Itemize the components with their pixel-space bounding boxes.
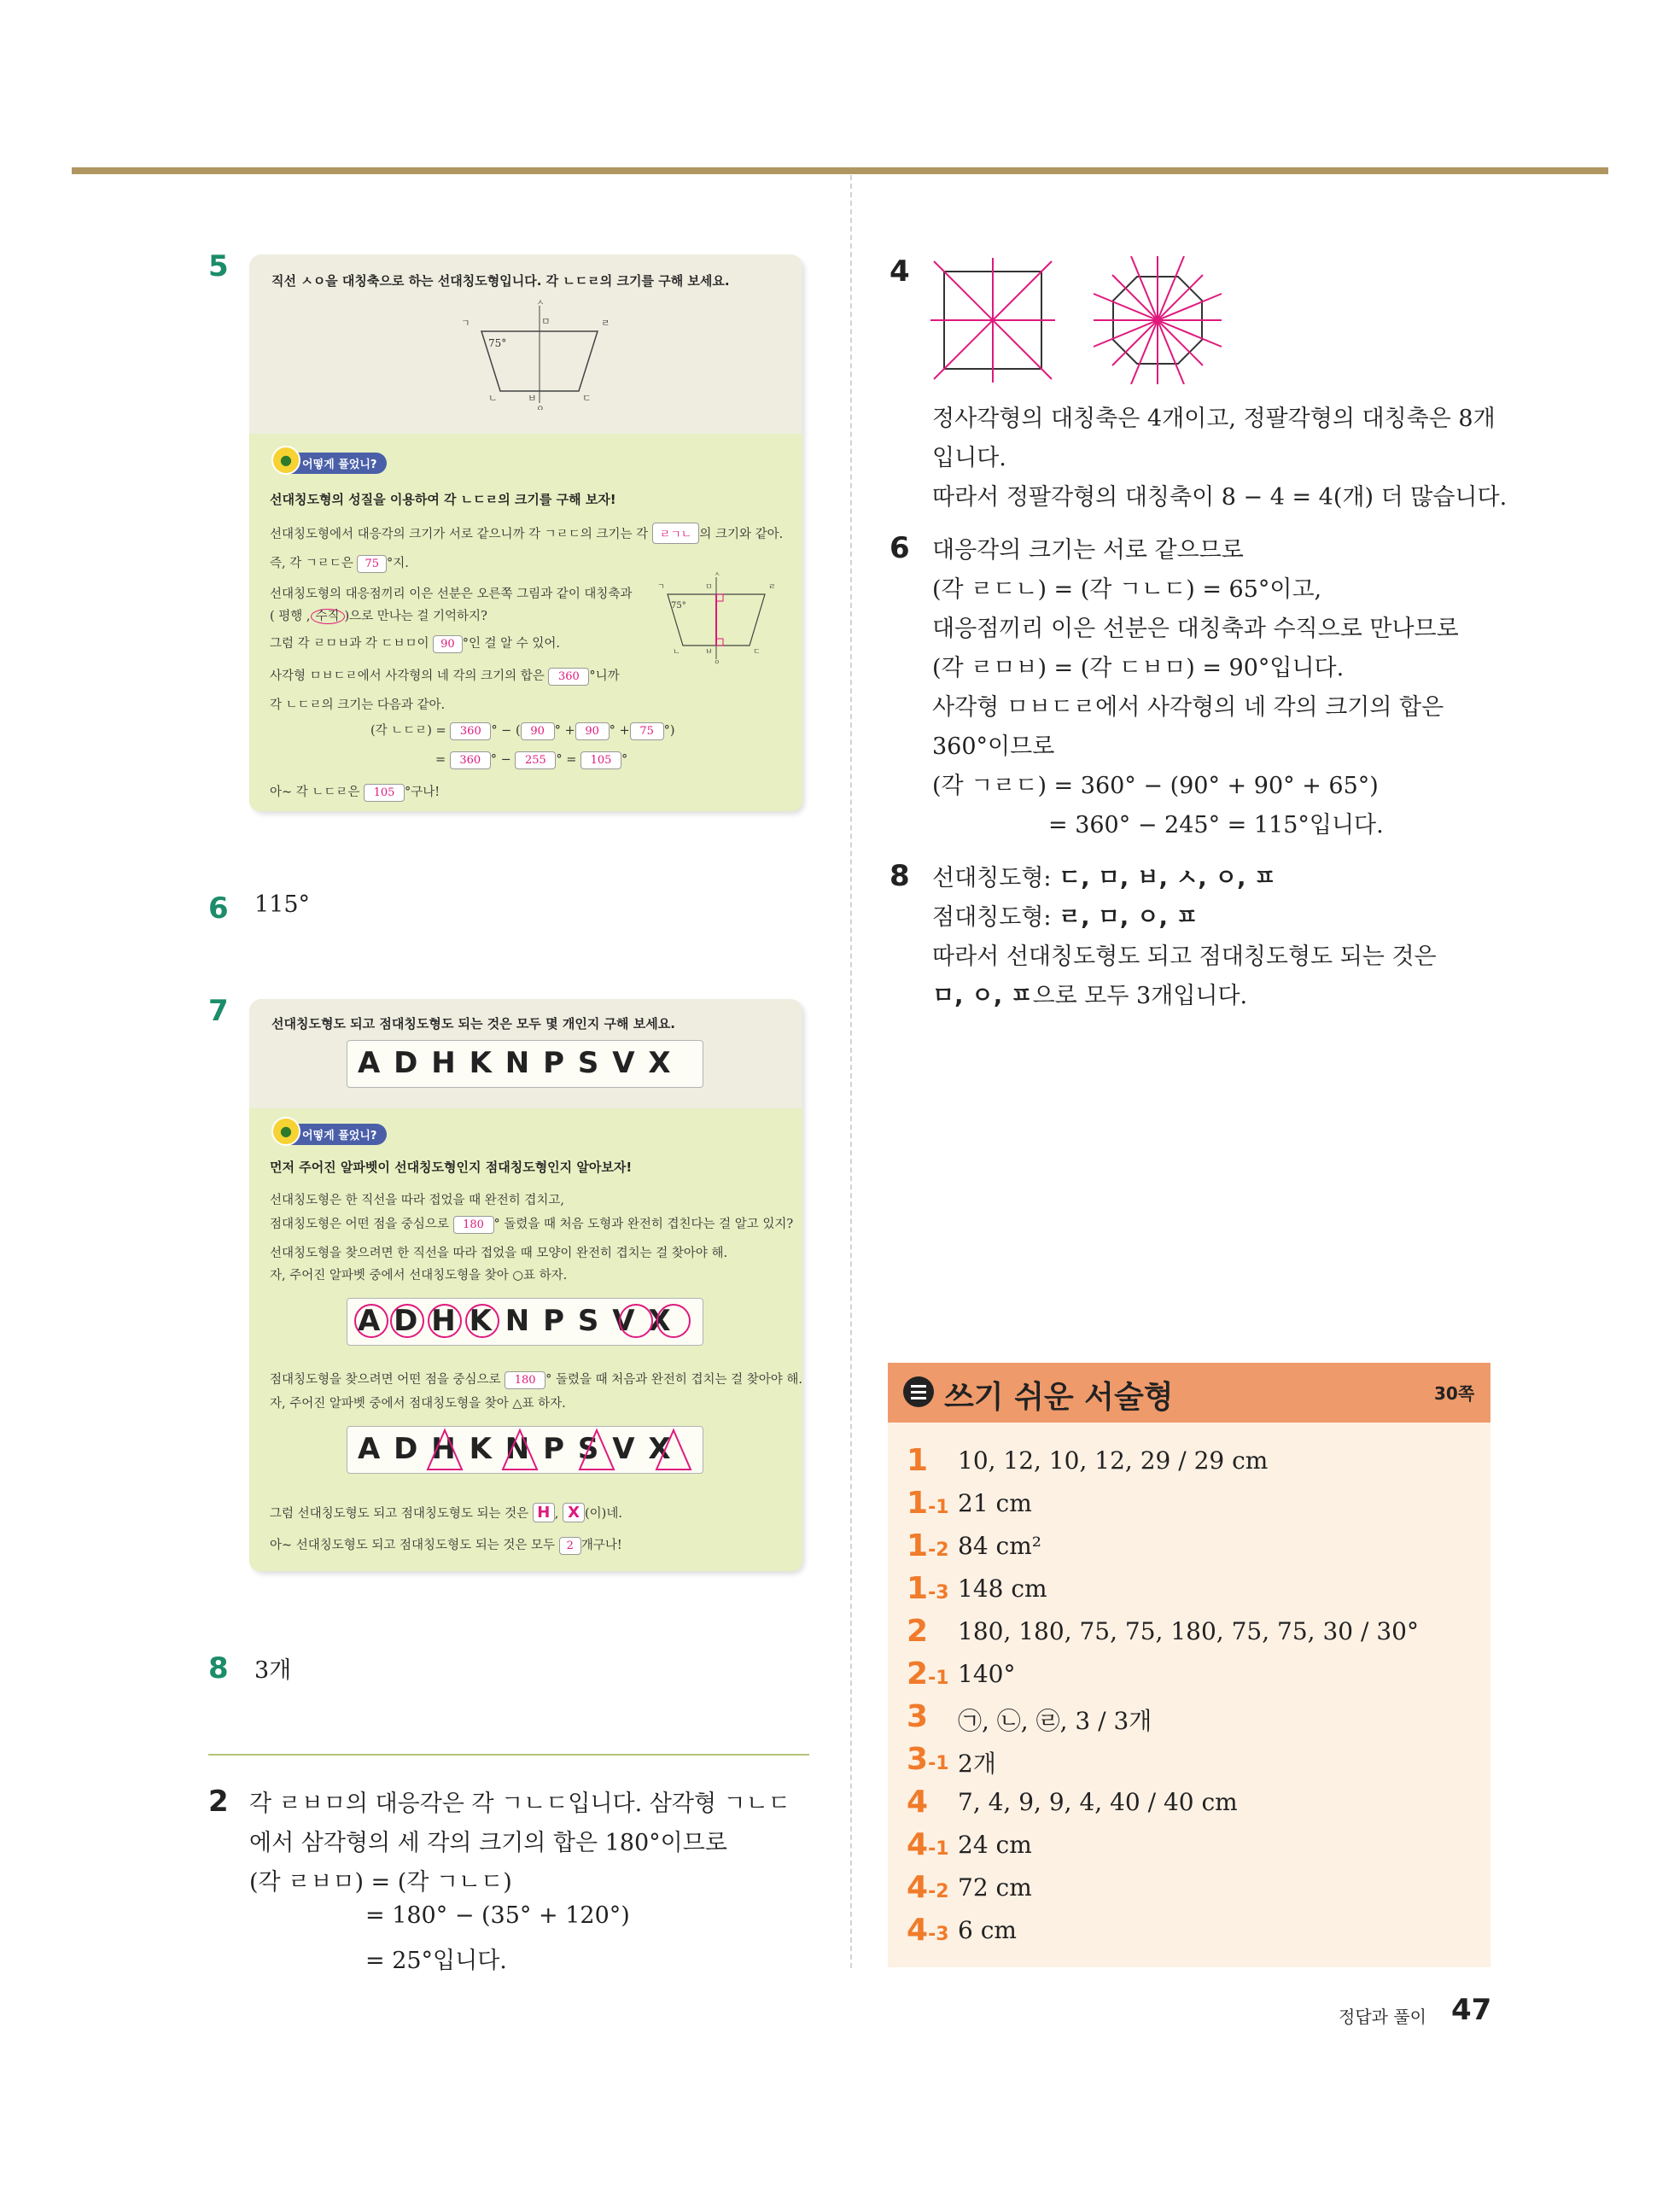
question-number: 4: [890, 254, 910, 289]
equation-line: = 360 ° − 255 ° = 105 °: [435, 751, 627, 769]
alphabet-box-circled: [347, 1298, 703, 1346]
triangle-marks: [347, 1427, 704, 1475]
solution-line: 자, 주어진 알파벳 중에서 점대칭도형을 찾아 △표 하자.: [270, 1397, 566, 1411]
alphabet-box-triangled: [347, 1426, 703, 1474]
solution-line: 에서 삼각형의 세 각의 크기의 합은 180°이므로: [249, 1830, 727, 1856]
letter: P: [543, 1304, 566, 1338]
letter: A: [358, 1432, 382, 1466]
letter: P: [543, 1046, 566, 1080]
circle-mark: [619, 1304, 653, 1338]
q5-problem-box: [249, 254, 802, 811]
answer-blank: 180: [505, 1371, 545, 1389]
vertex-label: ㅁ: [541, 316, 551, 327]
list-item: 4-3: [907, 1913, 949, 1948]
solution-heading: 먼저 주어진 알파벳이 선대칭도형인지 점대칭도형인지 알아보자!: [270, 1160, 633, 1175]
letter: K: [469, 1046, 493, 1080]
answer-text: 148 cm: [958, 1575, 1047, 1603]
answer-text: 10, 12, 10, 12, 29 / 29 cm: [958, 1446, 1269, 1475]
solution-line: ㅁ, ㅇ, ㅍ으로 모두 3개입니다.: [932, 983, 1248, 1009]
vertex-label: ㅇ: [536, 405, 545, 410]
list-item: 3-1: [907, 1742, 949, 1777]
circle-mark: [656, 1304, 691, 1338]
footer-label: 정답과 풀이: [1339, 2007, 1426, 2027]
answer-text: 6 cm: [958, 1916, 1017, 1944]
angle-label: 75°: [671, 601, 686, 611]
solution-line: 자, 주어진 알파벳 중에서 선대칭도형을 찾아 ○표 하자.: [270, 1269, 568, 1282]
answer-blank: 360: [450, 751, 491, 769]
solution-line: 사각형 ㅁㅂㄷㄹ에서 사각형의 네 각의 크기의 합은: [932, 694, 1444, 721]
answer-blank: H: [533, 1503, 555, 1522]
circled-answer: 수직: [311, 609, 345, 624]
equation-line: (각 ㄴㄷㄹ) = 360 ° − ( 90 ° + 90 ° + 75 °): [370, 721, 675, 740]
letter: K: [469, 1432, 493, 1466]
question-number: 8: [208, 1651, 229, 1686]
section-rule: [208, 1754, 809, 1756]
letter: P: [543, 1432, 566, 1466]
question-text: 선대칭도형도 되고 점대칭도형도 되는 것은 모두 몇 개인지 구해 보세요.: [271, 1016, 675, 1031]
letter: D: [394, 1046, 420, 1080]
solution-line: 그럼 선대칭도형도 되고 점대칭도형도 되는 것은 H , X (이)네.: [270, 1504, 622, 1522]
solution-line: 점대칭도형은 어떤 점을 중심으로 180 ° 돌렸을 때 처음 도형과 완전히 겹친다는 걸 알고 있지?: [270, 1214, 793, 1234]
letter: V: [612, 1432, 637, 1466]
vertex-label: ㄹ: [768, 583, 776, 592]
answer-text: 21 cm: [958, 1489, 1032, 1517]
solution-line: 아~ 선대칭도형도 되고 점대칭도형도 되는 것은 모두 2 개구나!: [270, 1535, 622, 1555]
answer-blank: 75: [357, 555, 387, 573]
solution-area: [249, 1108, 802, 1571]
page-number: 47: [1451, 1993, 1492, 2027]
letter: X: [648, 1432, 673, 1466]
vertex-label: ㄴ: [488, 393, 498, 404]
answer-blank: 105: [580, 751, 621, 769]
vertex-label: ㄱ: [461, 318, 470, 329]
solution-line: 각 ㄹㅂㅁ의 대응각은 각 ㄱㄴㄷ입니다. 삼각형 ㄱㄴㄷ: [249, 1791, 790, 1817]
answer-blank: 105: [364, 784, 405, 802]
circle-mark: [354, 1304, 388, 1338]
solution-line: 선대칭도형의 대응점끼리 이은 선분은 오른쪽 그림과 같이 대칭축과: [270, 587, 633, 601]
header-rule: [72, 167, 1608, 174]
letter: D: [394, 1432, 420, 1466]
solution-line: 각 ㄴㄷㄹ의 크기는 다음과 같아.: [270, 698, 446, 712]
letter: H: [431, 1304, 458, 1338]
solution-line: (각 ㄹㅁㅂ) = (각 ㄷㅂㅁ) = 90°입니다.: [932, 655, 1345, 681]
solution-line: 점대칭도형: ㄹ, ㅁ, ㅇ, ㅍ: [932, 904, 1199, 931]
solution-area: [249, 434, 802, 811]
answer-blank: 90: [521, 722, 555, 740]
solution-line: 선대칭도형: ㄷ, ㅁ, ㅂ, ㅅ, ㅇ, ㅍ: [932, 865, 1276, 891]
solution-line: 선대칭도형에서 대응각의 크기가 서로 같으니까 각 ㄱㄹㄷ의 크기는 각 ㄹㄱㄴ 의 크기와 같아.: [270, 523, 783, 544]
angle-label: 75°: [488, 337, 507, 349]
letter: K: [469, 1304, 493, 1338]
vertex-label: ㅅ: [536, 299, 545, 308]
solution-line: 정사각형의 대칭축은 4개이고, 정팔각형의 대칭축은 8개: [932, 406, 1496, 432]
letter: S: [577, 1304, 601, 1338]
vertex-label: ㄱ: [657, 583, 665, 592]
circle-mark: [465, 1304, 499, 1338]
question-number: 7: [208, 994, 229, 1028]
answer-text: 140°: [958, 1660, 1016, 1688]
circle-mark: [390, 1304, 424, 1338]
list-item: 1-3: [907, 1571, 949, 1606]
solution-line: 사각형 ㅁㅂㄷㄹ에서 사각형의 네 각의 크기의 합은 360 °니까: [270, 666, 620, 686]
solution-line: = 360° − 245° = 115°입니다.: [1048, 812, 1384, 838]
vertex-label: ㅁ: [705, 583, 713, 592]
trapezoid-figure: [454, 299, 625, 410]
owl-icon: ●: [271, 1117, 300, 1146]
answer-text: 72 cm: [958, 1873, 1032, 1902]
vertex-label: ㄴ: [673, 648, 680, 657]
column-divider: [850, 175, 852, 1968]
question-text: 직선 ㅅㅇ을 대칭축으로 하는 선대칭도형입니다. 각 ㄴㄷㄹ의 크기를 구해 보세요.: [271, 273, 730, 289]
list-item: 4: [907, 1785, 929, 1820]
alphabet-box: [347, 1040, 703, 1088]
list-item: 1-1: [907, 1486, 949, 1521]
answer-blank: 90: [575, 722, 610, 740]
question-number: 2: [208, 1785, 229, 1819]
question-number: 5: [208, 249, 229, 283]
solution-line: = 180° − (35° + 120°): [365, 1902, 630, 1929]
answer-text: 180, 180, 75, 75, 180, 75, 75, 30 / 30°: [958, 1617, 1419, 1645]
answer-text: 24 cm: [958, 1831, 1032, 1859]
answer-blank: X: [563, 1503, 585, 1522]
letter: S: [577, 1046, 601, 1080]
solution-line: 따라서 선대칭도형도 되고 점대칭도형도 되는 것은: [932, 944, 1437, 970]
answer-blank: ㄹㄱㄴ: [652, 523, 700, 544]
question-number: 6: [890, 531, 910, 565]
list-item: 4-2: [907, 1870, 949, 1905]
solution-line: 입니다.: [932, 445, 1006, 471]
letter: H: [431, 1046, 458, 1080]
list-item: 3: [907, 1699, 929, 1734]
letter: X: [648, 1046, 673, 1080]
letter: A: [358, 1304, 382, 1338]
question-number: 6: [208, 891, 229, 926]
letter: V: [612, 1304, 637, 1338]
vertex-label: ㅅ: [714, 570, 720, 578]
answer-text: 84 cm²: [958, 1532, 1041, 1560]
letter: S: [577, 1432, 601, 1466]
solution-line: 360°이므로: [932, 733, 1055, 760]
solution-line: 선대칭도형을 찾으려면 한 직선을 따라 접었을 때 모양이 완전히 겹치는 걸 찾아야 해.: [270, 1247, 728, 1260]
letter: N: [505, 1432, 532, 1466]
circle-mark: [428, 1304, 462, 1338]
list-item: 1: [907, 1443, 929, 1478]
solution-line: 따라서 정팔각형의 대칭축이 8 − 4 = 4(개) 더 많습니다.: [932, 484, 1508, 511]
letter: V: [612, 1046, 637, 1080]
trapezoid-figure-small: [652, 570, 780, 664]
letter: N: [505, 1046, 532, 1080]
answer-blank: 360: [548, 668, 589, 686]
solution-line: (각 ㄱㄹㄷ) = 360° − (90° + 90° + 65°): [932, 773, 1379, 799]
answer-blank: 75: [630, 722, 664, 740]
page-ref: 30쪽: [1434, 1383, 1475, 1404]
vertex-label: ㄷ: [753, 648, 761, 657]
vertex-label: ㅂ: [705, 648, 713, 657]
vertex-label: ㄹ: [601, 318, 610, 329]
solution-line: (각 ㄹㄷㄴ) = (각 ㄱㄴㄷ) = 65°이고,: [932, 576, 1322, 603]
vertex-label: ㅂ: [528, 393, 537, 404]
solution-line: 대응각의 크기는 서로 같으므로: [932, 537, 1244, 564]
answer-text: 115°: [254, 891, 311, 918]
square-axes-figure: [929, 256, 1057, 384]
solution-line: 그럼 각 ㄹㅁㅂ과 각 ㄷㅂㅁ이 90 °인 걸 알 수 있어.: [270, 634, 560, 653]
writing-title: 쓰기 쉬운 서술형: [944, 1380, 1174, 1415]
letter: N: [505, 1304, 532, 1338]
solution-line: = 25°입니다.: [365, 1948, 507, 1974]
answer-text: 7, 4, 9, 9, 4, 40 / 40 cm: [958, 1788, 1238, 1816]
question-number: 8: [890, 859, 910, 893]
answer-blank: 2: [559, 1537, 581, 1555]
solution-line: ( 평행 , 수직 )으로 만나는 걸 기억하지?: [270, 610, 487, 623]
vertex-label: ㅇ: [714, 658, 720, 664]
answer-blank: 180: [453, 1216, 494, 1234]
solution-line: 선대칭도형은 한 직선을 따라 접었을 때 완전히 겹치고,: [270, 1194, 565, 1207]
answer-blank: 360: [450, 722, 491, 740]
octagon-axes-figure: [1089, 256, 1226, 384]
list-item: 4-1: [907, 1827, 949, 1862]
answer-blank: 255: [515, 751, 556, 769]
solution-line: 점대칭도형을 찾으려면 어떤 점을 중심으로 180 ° 돌렸을 때 처음과 완전히 겹치는 걸 찾아야 해.: [270, 1370, 802, 1389]
solution-heading: 선대칭도형의 성질을 이용하여 각 ㄴㄷㄹ의 크기를 구해 보자!: [270, 492, 616, 507]
answer-blank: 90: [433, 635, 463, 653]
list-item: 1-2: [907, 1528, 949, 1563]
list-item: 2: [907, 1614, 929, 1649]
answer-text: ㉠, ㉡, ㉣, 3 / 3개: [958, 1707, 1152, 1735]
letter: D: [394, 1304, 420, 1338]
solution-line: (각 ㄹㅂㅁ) = (각 ㄱㄴㄷ): [249, 1869, 512, 1896]
how-solved-badge: ● 어떻게 풀었니?: [273, 453, 387, 474]
how-solved-badge: ● 어떻게 풀었니?: [273, 1124, 387, 1145]
letter: H: [431, 1432, 458, 1466]
owl-icon: ●: [271, 446, 300, 475]
list-icon: [903, 1376, 934, 1407]
list-item: 2-1: [907, 1656, 949, 1691]
answer-text: 2개: [958, 1750, 996, 1778]
letter: X: [648, 1304, 673, 1338]
letter: A: [358, 1046, 382, 1080]
vertex-label: ㄷ: [582, 393, 592, 404]
q7-problem-box: [249, 999, 802, 1571]
solution-line: 아~ 각 ㄴㄷㄹ은 105 °구나!: [270, 782, 440, 802]
solution-line: 대응점끼리 이은 선분은 대칭축과 수직으로 만나므로: [932, 616, 1459, 642]
solution-line: 즉, 각 ㄱㄹㄷ은 75 °지.: [270, 553, 409, 573]
answer-text: 3개: [254, 1657, 292, 1684]
